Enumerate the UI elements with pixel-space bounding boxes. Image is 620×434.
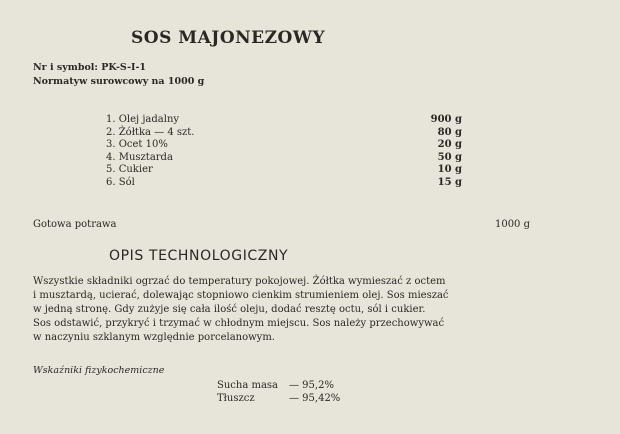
ingredient-name: 4. Musztarda xyxy=(106,151,173,163)
physchem-row xyxy=(217,392,340,405)
ingredient-row xyxy=(106,177,462,190)
ingredient-name: 2. Żółtka — 4 szt. xyxy=(106,126,195,138)
ingredient-row xyxy=(106,164,462,177)
description-line: Wszystkie składniki ogrzać do temperatury pokojowej. Żółtka wymieszać z octem xyxy=(33,276,446,287)
physchem-table xyxy=(217,379,340,405)
norm-line: Normatyw surowcowy na 1000 g xyxy=(33,76,205,87)
result-label: Gotowa potrawa xyxy=(33,219,117,230)
ingredient-amount: 20 g xyxy=(437,139,462,150)
description-line: i musztardą, ucierać, dolewając stopniowo cienkim strumieniem olej. Sos mieszać xyxy=(33,290,449,301)
physchem-label: Tłuszcz xyxy=(217,393,255,404)
ingredient-amount: 15 g xyxy=(437,176,462,188)
physchem-title: Wskaźniki fizykochemiczne xyxy=(33,365,165,376)
ingredient-list xyxy=(106,114,462,189)
symbol-line: Nr i symbol: PK-S-I-1 xyxy=(33,62,147,73)
ingredient-row xyxy=(106,139,462,152)
description-line: Sos odstawić, przykryć i trzymać w chłodnym miejscu. Sos należy przechowywać xyxy=(33,318,445,329)
ingredient-name: 5. Cukier xyxy=(106,164,153,175)
physchem-label: Sucha masa xyxy=(217,380,279,391)
result-amount: 1000 g xyxy=(494,219,530,230)
ingredient-name: 3. Ocet 10% xyxy=(106,139,168,150)
result-row xyxy=(33,219,530,230)
page-title: SOS MAJONEZOWY xyxy=(131,28,326,48)
description-line: w jedną stronę. Gdy zużyje się cała ilość oleju, dodać resztę octu, sól i cukier. xyxy=(33,304,426,315)
ingredient-name: 6. Sól xyxy=(106,176,135,188)
physchem-value: — 95,42% xyxy=(289,393,341,404)
ingredient-name: 1. Olej jadalny xyxy=(106,114,180,125)
ingredient-row xyxy=(106,127,462,140)
section-heading: OPIS TECHNOLOGICZNY xyxy=(109,248,289,264)
physchem-value: — 95,2% xyxy=(289,380,334,391)
ingredient-amount: 10 g xyxy=(437,164,462,175)
description-line: w naczyniu szklanym względnie porcelanowym. xyxy=(33,332,275,343)
ingredient-amount: 50 g xyxy=(437,151,462,163)
ingredient-amount: 80 g xyxy=(437,126,462,138)
ingredient-row xyxy=(106,152,462,165)
ingredient-amount: 900 g xyxy=(430,114,462,125)
physchem-row xyxy=(217,379,340,392)
description xyxy=(33,275,533,345)
ingredient-row xyxy=(106,114,462,127)
